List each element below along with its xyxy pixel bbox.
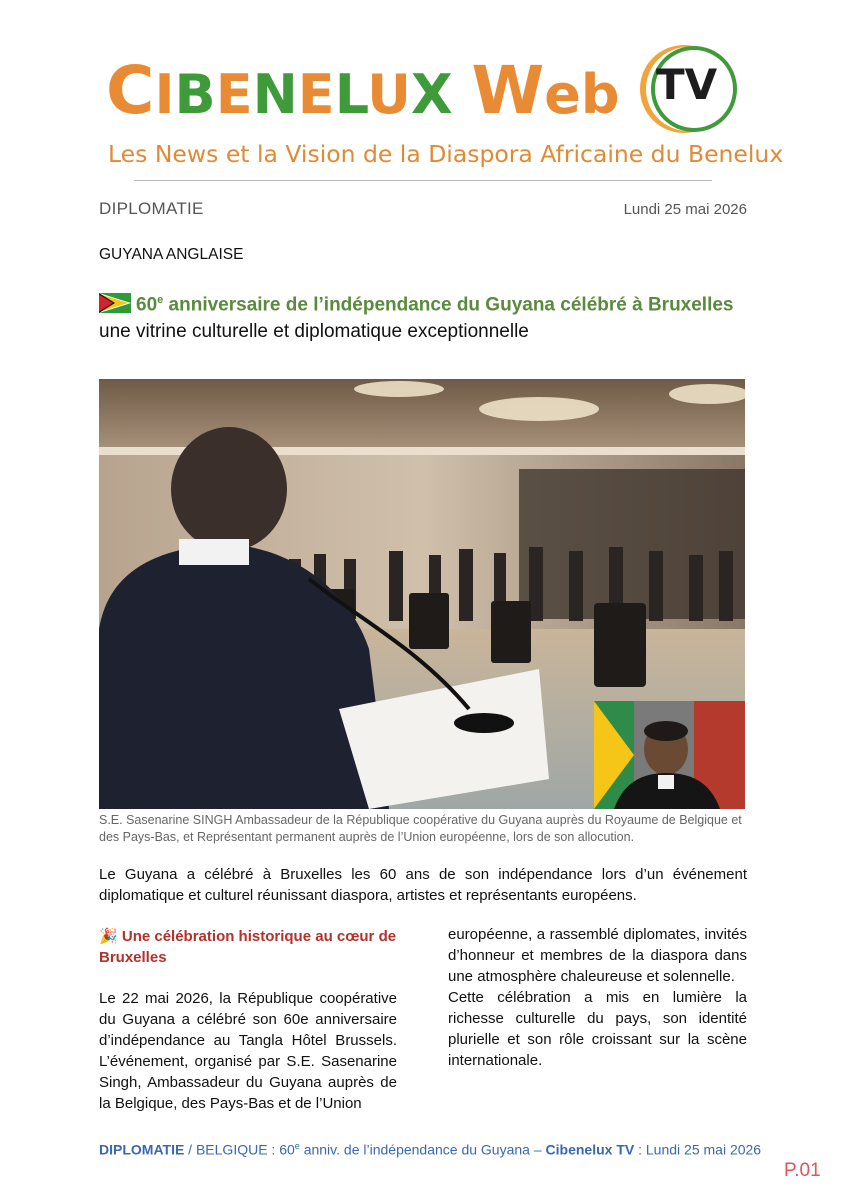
article-headline [136,294,734,316]
paragraph: Cette célébration a mis en lumière la richesse culturelle du pays, son identité plurielle et son rôle croissant sur la scène internationale. [448,989,747,1069]
logo-tv-text: TV [656,60,718,109]
footer-text: anniv. de l’indépendance du Guyana – [299,1141,546,1158]
logo-letter: B [174,63,216,126]
publication-date: Lundi 25 mai 2026 [623,201,747,218]
guyana-flag-icon [99,293,131,313]
logo-letter: L [334,63,368,126]
paragraph: européenne, a rassemblé diplomates, invités d’honneur et membres de la diaspora dans une atmosphère chaleureuse et solennelle. [448,926,747,985]
logo-space [453,63,472,126]
country-label: GUYANA ANGLAISE [99,246,244,263]
page-footer [99,1141,761,1158]
ambassador-inset-photo [594,701,745,809]
party-popper-icon: 🎉 [99,928,118,945]
logo-letter: E [297,63,335,126]
site-tagline: Les News et la Vision de la Diaspora Africaine du Benelux [108,140,784,168]
article-subheadline: une vitrine culturelle et diplomatique exceptionnelle [99,321,529,342]
footer-superscript: e [294,1141,300,1151]
headline-text: anniversaire de l’indépendance du Guyana célébré à Bruxelles [163,294,734,316]
site-logo [106,52,620,129]
footer-text: / BELGIQUE : 60 [184,1141,295,1158]
logo-letter: W [471,52,545,129]
logo-letter: U [367,63,412,126]
headline-superscript: e [157,294,164,306]
logo-letter: I [154,63,175,126]
article-column-left [99,988,397,1114]
footer-date: : Lundi 25 mai 2026 [634,1141,762,1158]
logo-letter: C [106,52,155,129]
section-subtitle [99,926,404,968]
section-label: DIPLOMATIE [99,199,204,218]
article-column-right [448,924,747,1071]
article-lead: Le Guyana a célébré à Bruxelles les 60 ans de son indépendance lors d’un événement diplomatique et culturel réunissant diaspora, artistes et représentants européens. [99,866,747,904]
photo-caption: S.E. Sasenarine SINGH Ambassadeur de la République coopérative du Guyana auprès du Royaume de Belgique et des Pays-Bas, et Représentant permanent auprès de l’Union européenne, lors de son allocution. [99,813,742,844]
footer-brand: Cibenelux TV [545,1141,635,1158]
logo-letter: X [411,63,453,126]
logo-letter: N [252,63,298,126]
header-divider [134,180,712,181]
logo-letter: E [215,63,253,126]
footer-section: DIPLOMATIE [99,1141,185,1158]
paragraph: Le 22 mai 2026, la République coopérative du Guyana a célébré son 60e anniversaire d’indépendance au Tangla Hôtel Brussels. L’événement, organisé par S.E. Sasenarine Singh, Ambassadeur du Guyana auprès de la Belgique, des Pays-Bas et de l’Union [99,990,397,1112]
logo-letter: eb [544,63,620,126]
headline-number: 60 [136,294,158,316]
section-subtitle-text: Une célébration historique au cœur de Bruxelles [99,928,397,966]
page-number: P.01 [784,1160,821,1181]
